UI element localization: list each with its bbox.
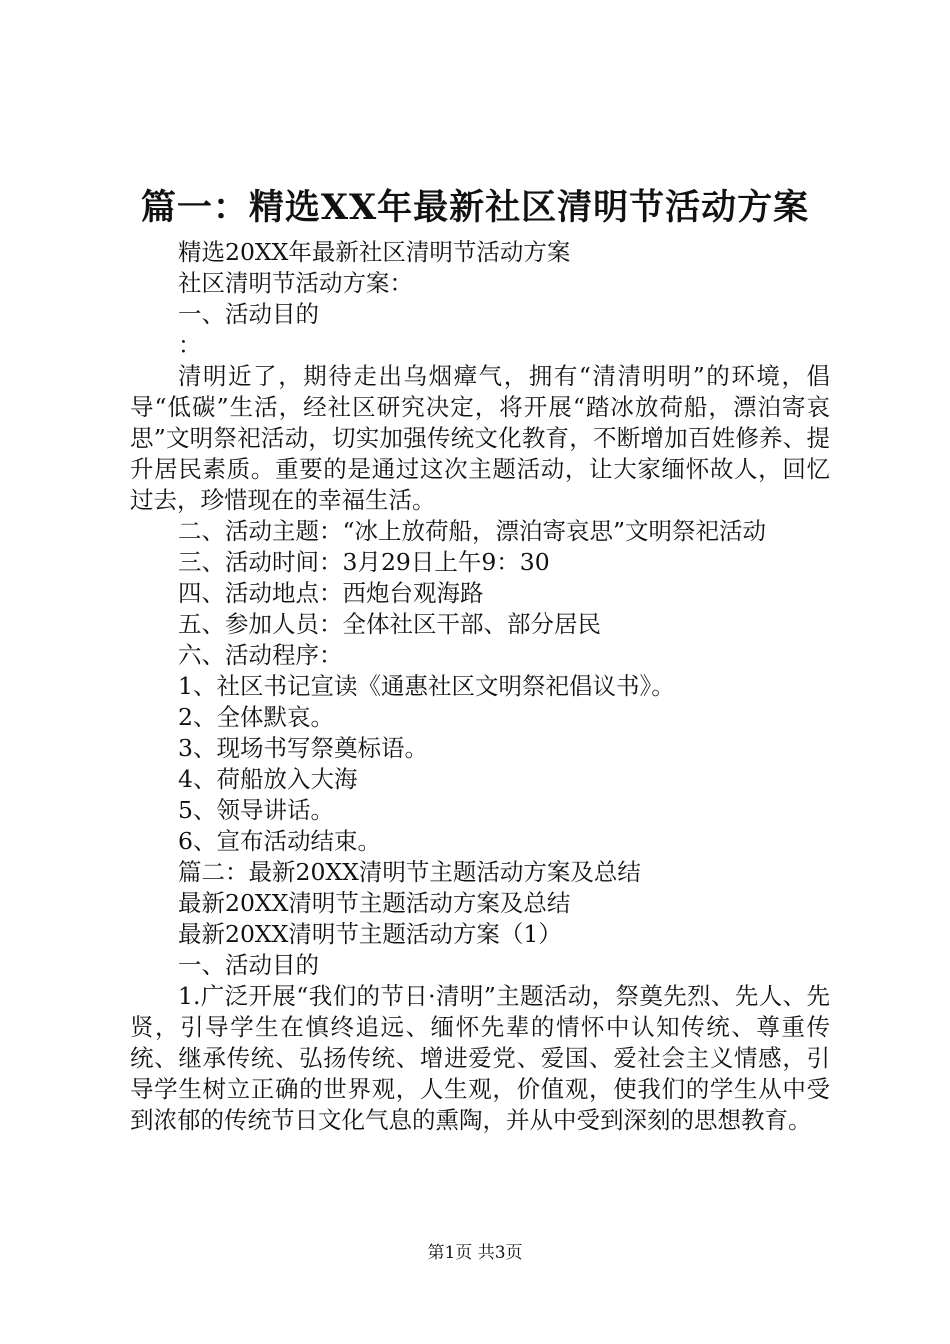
text-line: 最新20XX清明节主题活动方案（1） [178,920,562,948]
text-line: 四、活动地点：西炮台观海路 [178,579,484,607]
text-line: ： [178,331,202,359]
paragraph: 1.广泛开展“我们的节日·清明”主题活动，祭奠先烈、先人、先贤，引导学生在慎终追远、缅怀先辈的情怀中认知传统、尊重传统、继承传统、弘扬传统、增进爱党、爱国、爱社会主义情感，引导学生树立正确的世界观，人生观，价值观，使我们的学生从中受到浓郁的传统节日文化气息的熏陶，并从中受到深刻的思想教育。 [130,982,830,1134]
text-line: 五、参加人员：全体社区干部、部分居民 [178,610,601,638]
section-heading: 一、活动目的 [178,300,319,328]
page-number: 第1页 共3页 [427,1243,523,1263]
text-line: 三、活动时间：3月29日上午9：30 [178,548,550,576]
section-heading: 篇二：最新20XX清明节主题活动方案及总结 [178,858,641,886]
paragraph: 清明近了，期待走出乌烟瘴气，拥有“清清明明”的环境，倡导“低碳”生活，经社区研究决定，将开展“踏冰放荷船，漂泊寄哀思”文明祭祀活动，切实加强传统文化教育，不断增加百姓修养、提升居民素质。重要的是通过这次主题活动，让大家缅怀故人，回忆过去，珍惜现在的幸福生活。 [130,362,830,514]
section-heading: 二、活动主题：“冰上放荷船，漂泊寄哀思”文明祭祀活动 [178,517,767,545]
text-line: 社区清明节活动方案： [178,269,413,297]
list-item: 5、领导讲话。 [178,796,334,824]
list-item: 4、荷船放入大海 [178,765,358,793]
list-item: 3、现场书写祭奠标语。 [178,734,428,762]
text-line: 精选20XX年最新社区清明节活动方案 [178,238,571,266]
section-heading: 六、活动程序： [178,641,343,669]
text-line: 最新20XX清明节主题活动方案及总结 [178,889,571,917]
section-heading: 一、活动目的 [178,951,319,979]
list-item: 1、社区书记宣读《通惠社区文明祭祀倡议书》。 [178,672,675,700]
list-item: 2、全体默哀。 [178,703,334,731]
list-item: 6、宣布活动结束。 [178,827,381,855]
document-body [130,237,830,1136]
document-title: 篇一：精选XX年最新社区清明节活动方案 [140,187,810,228]
